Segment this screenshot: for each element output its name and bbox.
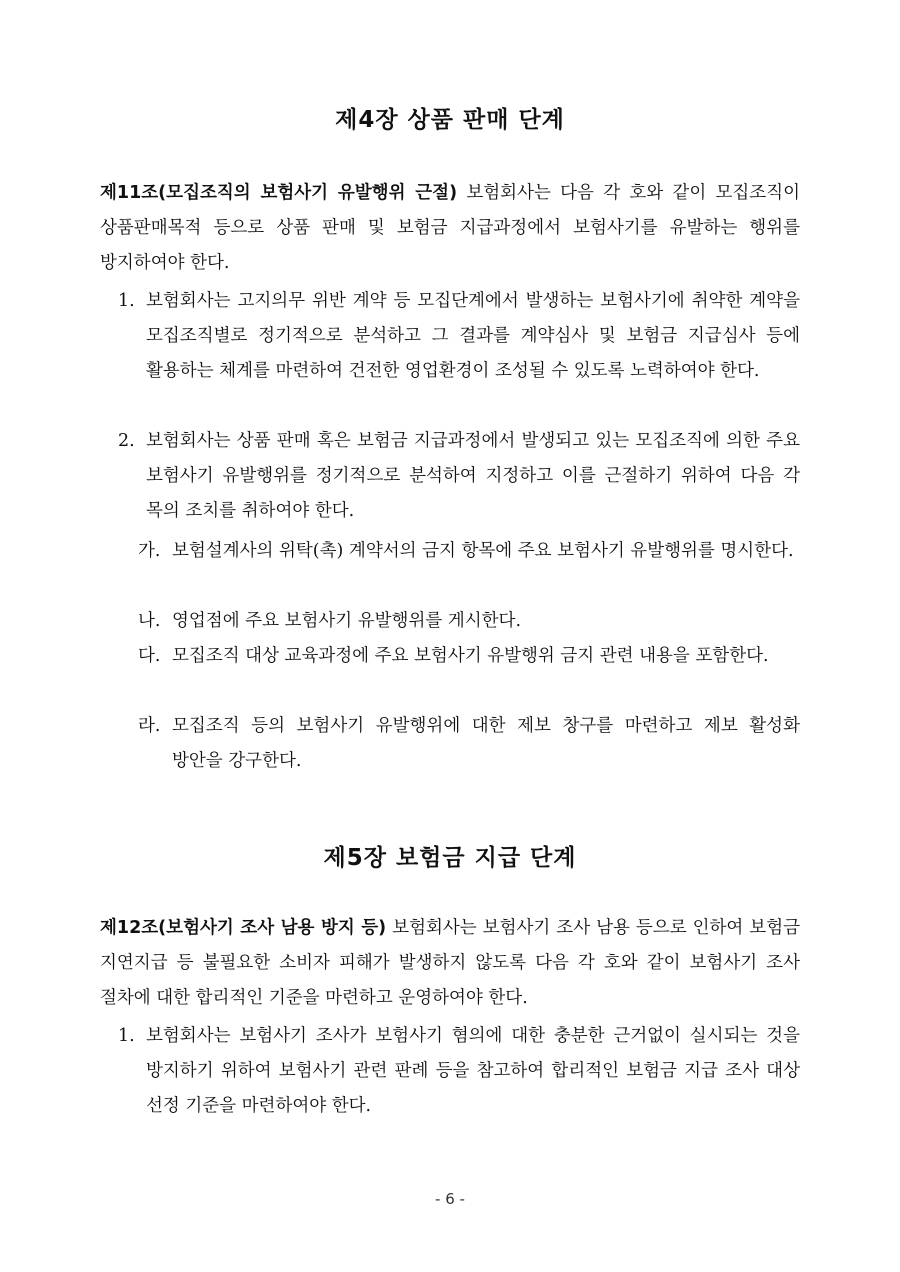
article-12-text: 보험회사는 보험사기 조사 남용 등으로 인하여 보험금 지연지급 등 불필요한 소비자 피해가 발생하지 않도록 다음 각 호와 같이 보험사기 조사 절차에 대한 합리적인 기준을 마련하고 운영하여야 한다. — [100, 918, 800, 1008]
chapter-4-title: 제4장 상품 판매 단계 — [335, 107, 565, 133]
article-12-paragraph — [100, 911, 800, 1016]
article-11-subitem-ga — [138, 534, 800, 569]
article-11-subitem-da — [138, 639, 800, 674]
article-11-paragraph — [100, 176, 800, 281]
subitem-marker: 라. — [138, 716, 161, 736]
subitem-text: 모집조직 등의 보험사기 유발행위에 대한 제보 창구를 마련하고 제보 활성화 방안을 강구한다. — [172, 716, 800, 771]
item-text: 보험회사는 고지의무 위반 계약 등 모집단계에서 발생하는 보험사기에 취약한 계약을 모집조직별로 정기적으로 분석하고 그 결과를 계약심사 및 보험금 지급심사 등에 활용하는 체계를 마련하여 건전한 영업환경이 조성될 수 있도록 노력하여야 한다. — [146, 291, 800, 381]
article-12-item-1 — [118, 1019, 800, 1124]
article-11-heading: 제11조(모집조직의 보험사기 유발행위 근절) — [100, 183, 458, 203]
article-11-item-1 — [118, 284, 800, 389]
subitem-text: 보험설계사의 위탁(촉) 계약서의 금지 항목에 주요 보험사기 유발행위를 명시한다. — [172, 541, 794, 561]
article-11-text: 보험회사는 다음 각 호와 같이 모집조직이 상품판매목적 등으로 상품 판매 및 보험금 지급과정에서 보험사기를 유발하는 행위를 방지하여야 한다. — [100, 183, 800, 273]
item-number: 1. — [118, 291, 135, 311]
subitem-text: 영업점에 주요 보험사기 유발행위를 게시한다. — [172, 611, 522, 631]
subitem-text: 모집조직 대상 교육과정에 주요 보험사기 유발행위 금지 관련 내용을 포함한다. — [172, 646, 769, 666]
chapter-5-title: 제5장 보험금 지급 단계 — [323, 845, 577, 871]
article-12-heading: 제12조(보험사기 조사 남용 방지 등) — [100, 918, 387, 938]
item-text: 보험회사는 보험사기 조사가 보험사기 혐의에 대한 충분한 근거없이 실시되는 것을 방지하기 위하여 보험사기 관련 판례 등을 참고하여 합리적인 보험금 지급 조사 대상 선정 기준을 마련하여야 한다. — [146, 1026, 800, 1116]
subitem-marker: 가. — [138, 541, 161, 561]
item-number: 2. — [118, 431, 135, 451]
article-11-item-2 — [118, 424, 800, 529]
subitem-marker: 다. — [138, 646, 161, 666]
article-11-subitem-na — [138, 604, 800, 639]
item-text: 보험회사는 상품 판매 혹은 보험금 지급과정에서 발생되고 있는 모집조직에 의한 주요 보험사기 유발행위를 정기적으로 분석하여 지정하고 이를 근절하기 위하여 다음 각 목의 조치를 취하여야 한다. — [146, 431, 800, 521]
article-11-subitem-ra — [138, 709, 800, 779]
subitem-marker: 나. — [138, 611, 161, 631]
page-number: - 6 - — [435, 1190, 465, 1208]
item-number: 1. — [118, 1026, 135, 1046]
